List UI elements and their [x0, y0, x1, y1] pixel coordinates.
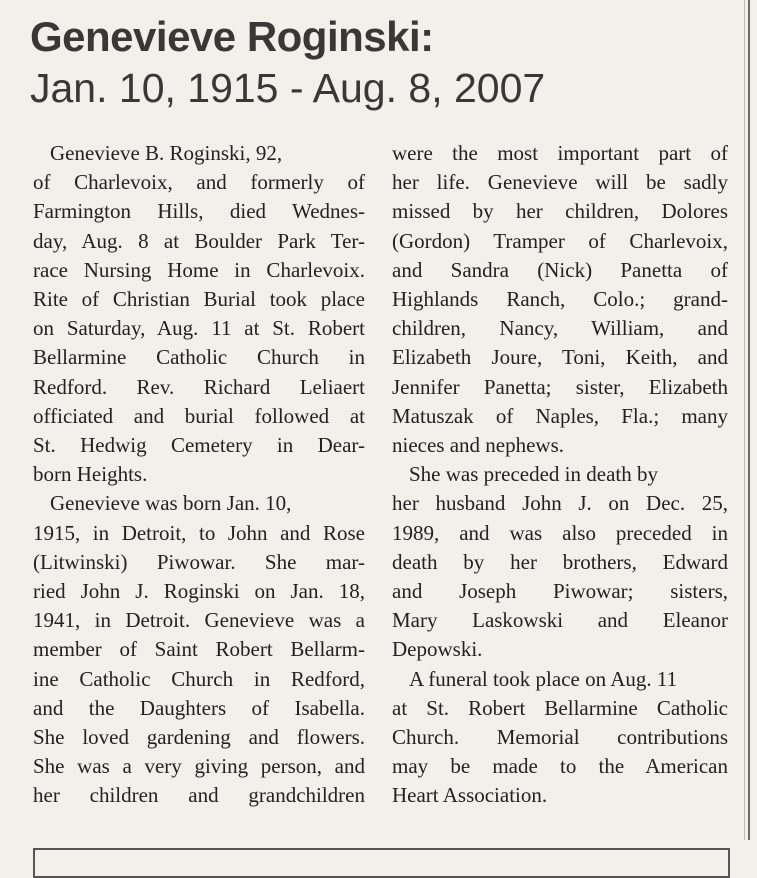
text-line: Church. Memorial contributions	[392, 725, 728, 750]
text-line: Farmington Hills, died Wednes-	[33, 199, 365, 224]
text-line: ried John J. Roginski on Jan. 18,	[33, 579, 365, 604]
next-article-box-border	[33, 848, 730, 878]
text-line: Redford. Rev. Richard Leliaert	[33, 374, 365, 399]
column-rule-inner	[744, 0, 745, 840]
text-line: and Sandra (Nick) Panetta of	[392, 257, 728, 282]
text-line: were the most important part of	[392, 141, 728, 165]
text-line: may be made to the American	[392, 754, 728, 779]
text-line: Heart Association.	[392, 783, 548, 808]
text-line: children, Nancy, William, and	[392, 316, 728, 341]
obituary-headline: Genevieve Roginski:	[30, 13, 434, 60]
text-line: at St. Robert Bellarmine Catholic	[392, 695, 728, 720]
text-line: (Litwinski) Piwowar. She mar-	[33, 549, 365, 574]
left-text-column	[33, 139, 365, 811]
text-line: member of Saint Robert Bellarm-	[33, 637, 365, 662]
text-line: Jennifer Panetta; sister, Elizabeth	[392, 374, 728, 399]
text-line: missed by her children, Dolores	[392, 199, 728, 224]
text-line: born Heights.	[33, 462, 148, 487]
text-line: (Gordon) Tramper of Charlevoix,	[392, 228, 728, 253]
text-line: Genevieve was born Jan. 10,	[50, 491, 292, 516]
right-text-column	[392, 139, 728, 811]
text-line: She was a very giving person, and	[33, 754, 365, 779]
text-line: 1941, in Detroit. Genevieve was a	[33, 608, 365, 633]
text-line: She was preceded in death by	[409, 462, 658, 487]
text-line: Rite of Christian Burial took place	[33, 287, 365, 312]
text-line: ine Catholic Church in Redford,	[33, 666, 365, 691]
text-line: Highlands Ranch, Colo.; grand-	[392, 287, 728, 312]
text-line: on Saturday, Aug. 11 at St. Robert	[33, 316, 365, 341]
text-line: Mary Laskowski and Eleanor	[392, 608, 728, 633]
text-line: Bellarmine Catholic Church in	[33, 345, 365, 370]
text-line: her life. Genevieve will be sadly	[392, 170, 728, 195]
text-line: Elizabeth Joure, Toni, Keith, and	[392, 345, 728, 370]
text-line: officiated and burial followed at	[33, 403, 365, 428]
text-line: She loved gardening and flowers.	[33, 725, 365, 750]
obituary-dates: Jan. 10, 1915 - Aug. 8, 2007	[30, 65, 546, 111]
text-line: A funeral took place on Aug. 11	[409, 666, 678, 691]
text-line: of Charlevoix, and formerly of	[33, 170, 365, 195]
text-line: her children and grandchildren	[33, 783, 365, 808]
text-line: Depowski.	[392, 637, 483, 662]
text-line: 1989, and was also preceded in	[392, 520, 728, 545]
text-line: St. Hedwig Cemetery in Dear-	[33, 433, 365, 458]
text-line: nieces and nephews.	[392, 433, 565, 458]
text-line: Matuszak of Naples, Fla.; many	[392, 403, 728, 428]
text-line: and Joseph Piwowar; sisters,	[392, 579, 728, 604]
text-line: race Nursing Home in Charlevoix.	[33, 257, 365, 282]
text-line: her husband John J. on Dec. 25,	[392, 491, 728, 516]
column-rule	[748, 0, 750, 840]
text-line: Genevieve B. Roginski, 92,	[50, 141, 283, 165]
text-line: and the Daughters of Isabella.	[33, 695, 365, 720]
text-line: 1915, in Detroit, to John and Rose	[33, 520, 365, 545]
text-line: death by her brothers, Edward	[392, 549, 728, 574]
text-line: day, Aug. 8 at Boulder Park Ter-	[33, 228, 365, 253]
